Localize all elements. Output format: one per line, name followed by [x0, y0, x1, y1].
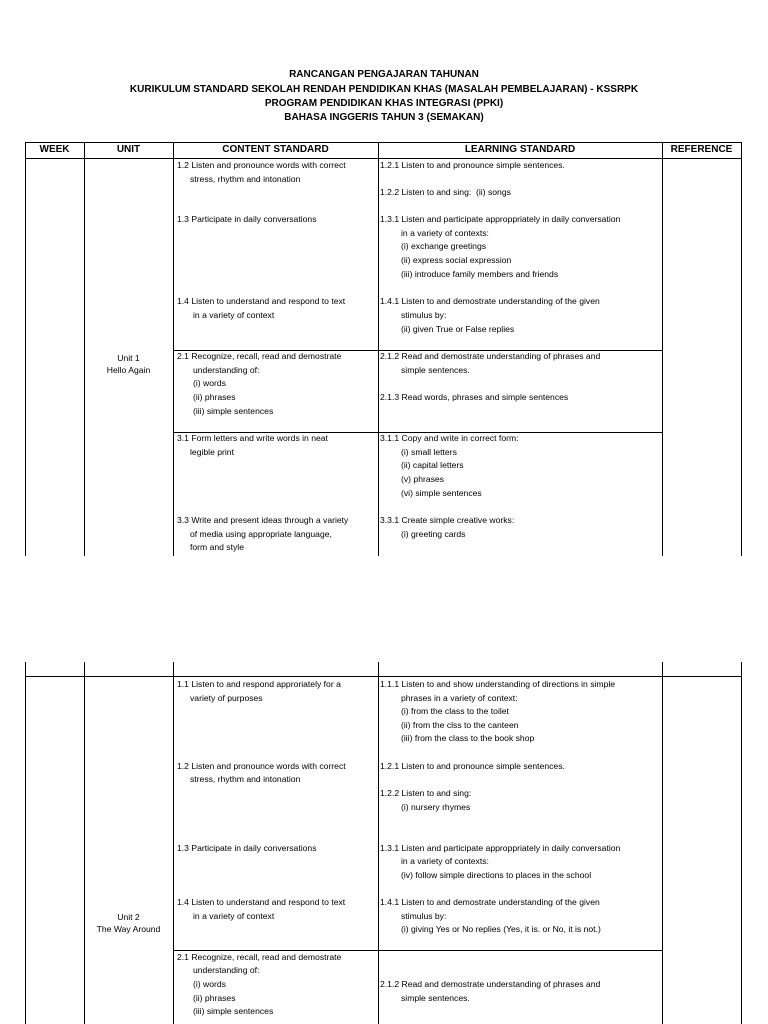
u2-ls-14: (i) giving Yes or No replies (Yes, it is. or No, it is not.) [401, 924, 601, 934]
u1-cs-2: stress, rhythm and intonation [190, 174, 301, 184]
u2-cs-11: (ii) phrases [193, 993, 236, 1003]
u2-ls-1: 1.1.1 Listen to and show understanding of directions in simple [380, 679, 616, 689]
u1-cs-3: 1.3 Participate in daily conversations [177, 214, 317, 224]
u2-ls-12: 1.4.1 Listen to and demostrate understanding of the given [380, 897, 600, 907]
unit1-number: Unit 1 [117, 353, 140, 363]
u2-ls-4: (ii) from the clss to the canteen [401, 720, 519, 730]
u2-cs-1: 1.1 Listen to and respond approriately for a [177, 679, 341, 689]
u1-cs-7: understanding of: [193, 365, 260, 375]
u1-ls-13: 2.1.3 Read words, phrases and simple sentences [380, 392, 569, 402]
u1-ls-20: (i) greeting cards [401, 529, 466, 539]
u2-cs-8: 2.1 Recognize, recall, read and demostrate [177, 952, 342, 962]
u2-ls-7: 1.2.2 Listen to and sing: [380, 788, 472, 798]
u1-ls-19: 3.3.1 Create simple creative works: [380, 515, 515, 525]
col-header-week: WEEK [39, 144, 70, 155]
u1-cs-4: 1.4 Listen to understand and respond to text [177, 296, 346, 306]
u2-cs-12: (iii) simple sentences [193, 1006, 274, 1016]
doc-title-line1: RANCANGAN PENGAJARAN TAHUNAN [289, 69, 479, 80]
u2-cs-3: 1.2 Listen and pronounce words with correct [177, 761, 346, 771]
u2-ls-2: phrases in a variety of context: [401, 693, 518, 703]
u1-ls-7: (iii) introduce family members and friends [401, 269, 559, 279]
u2-ls-5: (iii) from the class to the book shop [401, 733, 535, 743]
u2-ls-6: 1.2.1 Listen to and pronounce simple sentences. [380, 761, 565, 771]
doc-title-line2: KURIKULUM STANDARD SEKOLAH RENDAH PENDIDIKAN KHAS (MASALAH PEMBELAJARAN) - KSSRPK [129, 84, 639, 95]
u1-cs-10: (iii) simple sentences [193, 406, 274, 416]
u1-ls-8: 1.4.1 Listen to and demostrate understanding of the given [380, 296, 600, 306]
unit1-label [84, 352, 173, 376]
u1-cs-15: form and style [190, 542, 244, 552]
u2-cs-2: variety of purposes [190, 693, 263, 703]
u1-ls-14: 3.1.1 Copy and write in correct form: [380, 433, 519, 443]
u2-ls-11: (iv) follow simple directions to places in the school [401, 870, 592, 880]
u1-cs-8: (i) words [193, 378, 226, 388]
u1-cs-11: 3.1 Form letters and write words in neat [177, 433, 328, 443]
col-header-content: CONTENT STANDARD [222, 144, 329, 155]
u2-ls-15: 2.1.2 Read and demostrate understanding of phrases and [380, 979, 601, 989]
u1-ls-18: (vi) simple sentences [401, 488, 482, 498]
u2-cs-5: 1.3 Participate in daily conversations [177, 843, 317, 853]
u1-ls-9: stimulus by: [401, 310, 447, 320]
unit1-title: Hello Again [106, 365, 151, 375]
u1-ls-12: simple sentences. [401, 365, 470, 375]
u2-cs-4: stress, rhythm and intonation [190, 774, 301, 784]
unit2-label [84, 911, 173, 935]
u1-ls-15: (i) small letters [401, 447, 457, 457]
col-header-unit: UNIT [116, 144, 141, 155]
u1-ls-5: (i) exchange greetings [401, 241, 487, 251]
u2-ls-3: (i) from the class to the toilet [401, 706, 509, 716]
u2-ls-13: stimulus by: [401, 911, 447, 921]
col-header-reference: REFERENCE [670, 144, 733, 155]
u1-ls-10: (ii) given True or False replies [401, 324, 515, 334]
u1-ls-2: 1.2.2 Listen to and sing: (ii) songs [380, 187, 511, 197]
u1-ls-6: (ii) express social expression [401, 255, 512, 265]
u1-cs-6: 2.1 Recognize, recall, read and demostrate [177, 351, 342, 361]
u2-ls-8: (i) nursery rhymes [401, 802, 471, 812]
u2-ls-9: 1.3.1 Listen and participate approppriately in daily conversation [380, 843, 621, 853]
unit2-number: Unit 2 [117, 912, 140, 922]
u1-cs-5: in a variety of context [193, 310, 275, 320]
u1-ls-11: 2.1.2 Read and demostrate understanding of phrases and [380, 351, 601, 361]
u1-cs-14: of media using appropriate language, [190, 529, 332, 539]
u2-ls-16: simple sentences. [401, 993, 470, 1003]
u2-ls-10: in a variety of contexts: [401, 856, 489, 866]
u1-ls-1: 1.2.1 Listen to and pronounce simple sentences. [380, 160, 565, 170]
u1-cs-9: (ii) phrases [193, 392, 236, 402]
doc-title-line3: PROGRAM PENDIDIKAN KHAS INTEGRASI (PPKI) [264, 98, 504, 109]
u1-ls-4: in a variety of contexts: [401, 228, 489, 238]
u1-cs-1: 1.2 Listen and pronounce words with correct [177, 160, 346, 170]
u2-cs-10: (i) words [193, 979, 226, 989]
u1-cs-13: 3.3 Write and present ideas through a variety [177, 515, 349, 525]
u2-cs-6: 1.4 Listen to understand and respond to text [177, 897, 346, 907]
u2-cs-7: in a variety of context [193, 911, 275, 921]
u1-cs-12: legible print [190, 447, 234, 457]
u2-cs-9: understanding of: [193, 965, 260, 975]
unit2-title: The Way Around [96, 924, 161, 934]
col-header-learning: LEARNING STANDARD [464, 144, 576, 155]
doc-title-line4: BAHASA INGGERIS TAHUN 3 (SEMAKAN) [284, 112, 484, 123]
u1-ls-3: 1.3.1 Listen and participate approppriately in daily conversation [380, 214, 621, 224]
u1-ls-17: (v) phrases [401, 474, 444, 484]
u1-ls-16: (ii) capital letters [401, 460, 464, 470]
